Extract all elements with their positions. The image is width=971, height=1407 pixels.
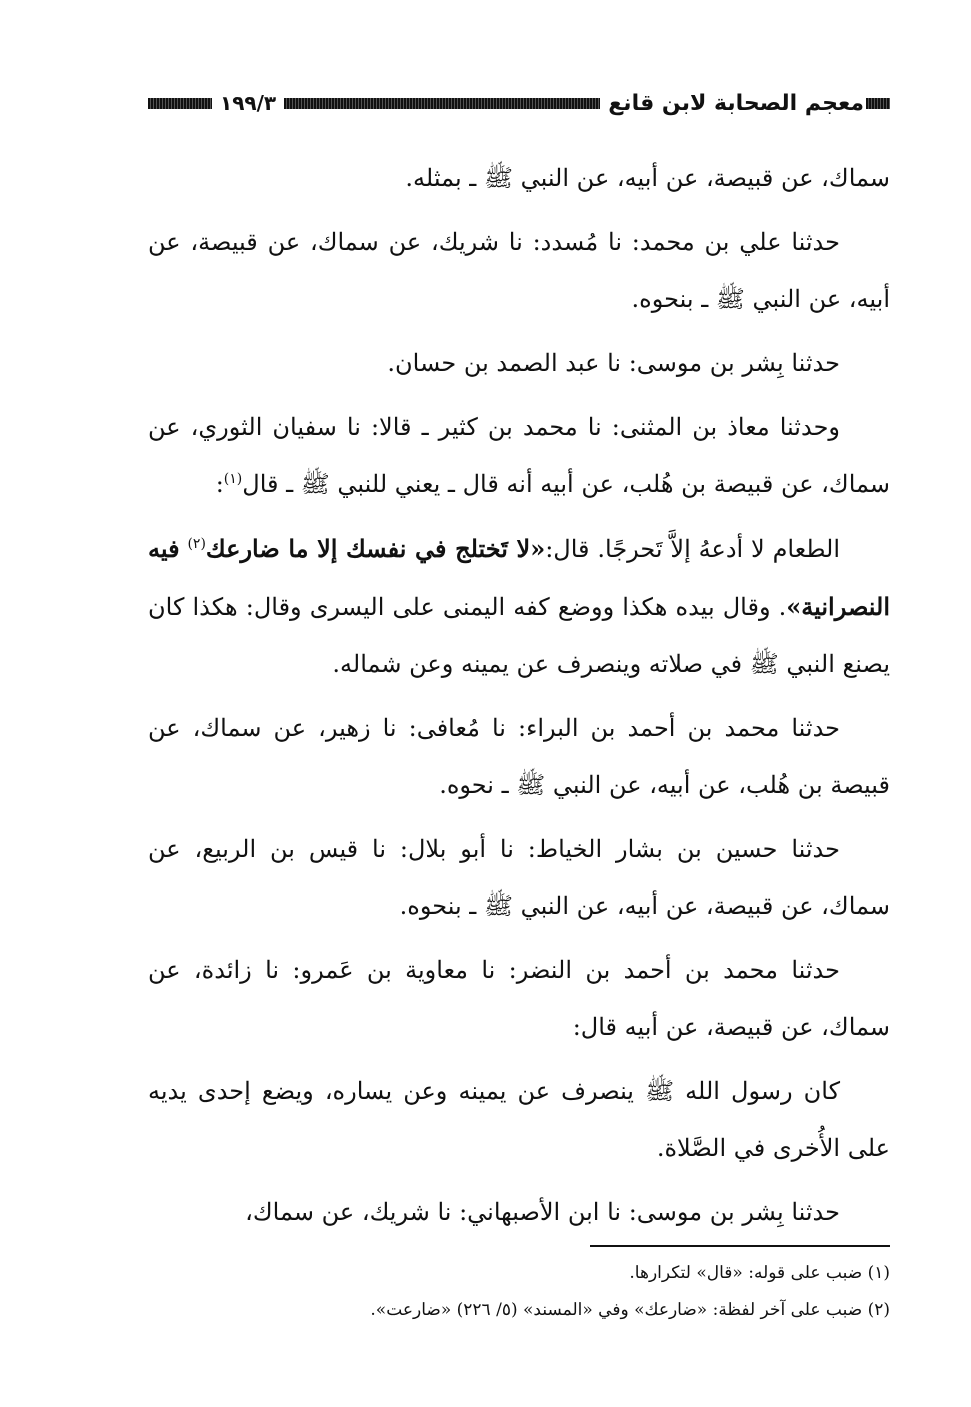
footnote-separator bbox=[590, 1245, 890, 1247]
hadith-quote: «لا تَختلج في نفسك إلا ما ضارعك bbox=[205, 534, 546, 563]
header-ornament-bar bbox=[284, 98, 600, 109]
book-title: معجم الصحابة لابن قانع bbox=[608, 90, 864, 116]
paragraph-text: وحدثنا معاذ بن المثنى: نا محمد بن كثير ـ قالا: نا سفيان الثوري، عن سماك، عن قبيصة بن هُلب، عن أبيه أنه قال ـ يعني للنبي ﷺ ـ قال bbox=[148, 413, 890, 498]
header-ornament-bar bbox=[866, 98, 890, 109]
paragraph-text: الطعام لا أدعهُ إلاَّ تَحرجًا. قال: bbox=[545, 535, 840, 563]
footnote-ref: (٢) bbox=[187, 536, 206, 552]
footnote: (٢) ضبب على آخر لفظة: «ضارعك» وفي «المسند» (٥/ ٢٢٦) «ضارعت». bbox=[370, 1300, 890, 1320]
paragraph: حدثنا علي بن محمد: نا مُسدد: نا شريك، عن سماك، عن قبيصة، عن أبيه، عن النبي ﷺ ـ بنحوه. bbox=[148, 228, 890, 313]
paragraph: حدثنا بِشر بن موسى: نا عبد الصمد بن حسان. bbox=[387, 349, 840, 377]
paragraph: كان رسول الله ﷺ ينصرف عن يمينه وعن يساره، ويضع إحدى يديه على الأُخرى في الصَّلاة. bbox=[148, 1077, 890, 1162]
running-header bbox=[148, 86, 890, 120]
paragraph-text: . وقال بيده هكذا ووضع كفه اليمنى على اليسرى وقال: هكذا كان يصنع النبي ﷺ في صلاته وينصرف عن يمينه وعن شماله. bbox=[148, 593, 890, 678]
paragraph: حدثنا محمد بن أحمد بن البراء: نا مُعافى: نا زهير، عن سماك، عن قبيصة بن هُلب، عن أبيه، عن النبي ﷺ ـ نحوه. bbox=[148, 714, 890, 799]
hadith-quote: فيه النصرانية» bbox=[148, 534, 890, 621]
paragraph bbox=[148, 399, 890, 513]
page-body bbox=[148, 150, 890, 1248]
paragraph: سماك، عن قبيصة، عن أبيه، عن النبي ﷺ ـ بمثله. bbox=[405, 164, 890, 192]
page-number: ١٩٩/٣ bbox=[220, 91, 277, 115]
footnotes bbox=[148, 1255, 890, 1329]
paragraph-text: : bbox=[215, 470, 224, 498]
paragraph bbox=[148, 520, 890, 693]
header-ornament-bar bbox=[148, 98, 212, 109]
paragraph: حدثنا محمد بن أحمد بن النضر: نا معاوية بن عَمرو: نا زائدة، عن سماك، عن قبيصة، عن أبيه قال: bbox=[148, 956, 890, 1041]
paragraph: حدثنا حسين بن بشار الخياط: نا أبو بلال: نا قيس بن الربيع، عن سماك، عن قبيصة، عن أبيه، عن النبي ﷺ ـ بنحوه. bbox=[148, 835, 890, 920]
footnote: (١) ضبب على قوله: «قال» لتكرارها. bbox=[629, 1263, 890, 1283]
paragraph: حدثنا بِشر بن موسى: نا ابن الأصبهاني: نا شريك، عن سماك، bbox=[245, 1198, 840, 1226]
footnote-ref: (١) bbox=[223, 471, 243, 487]
